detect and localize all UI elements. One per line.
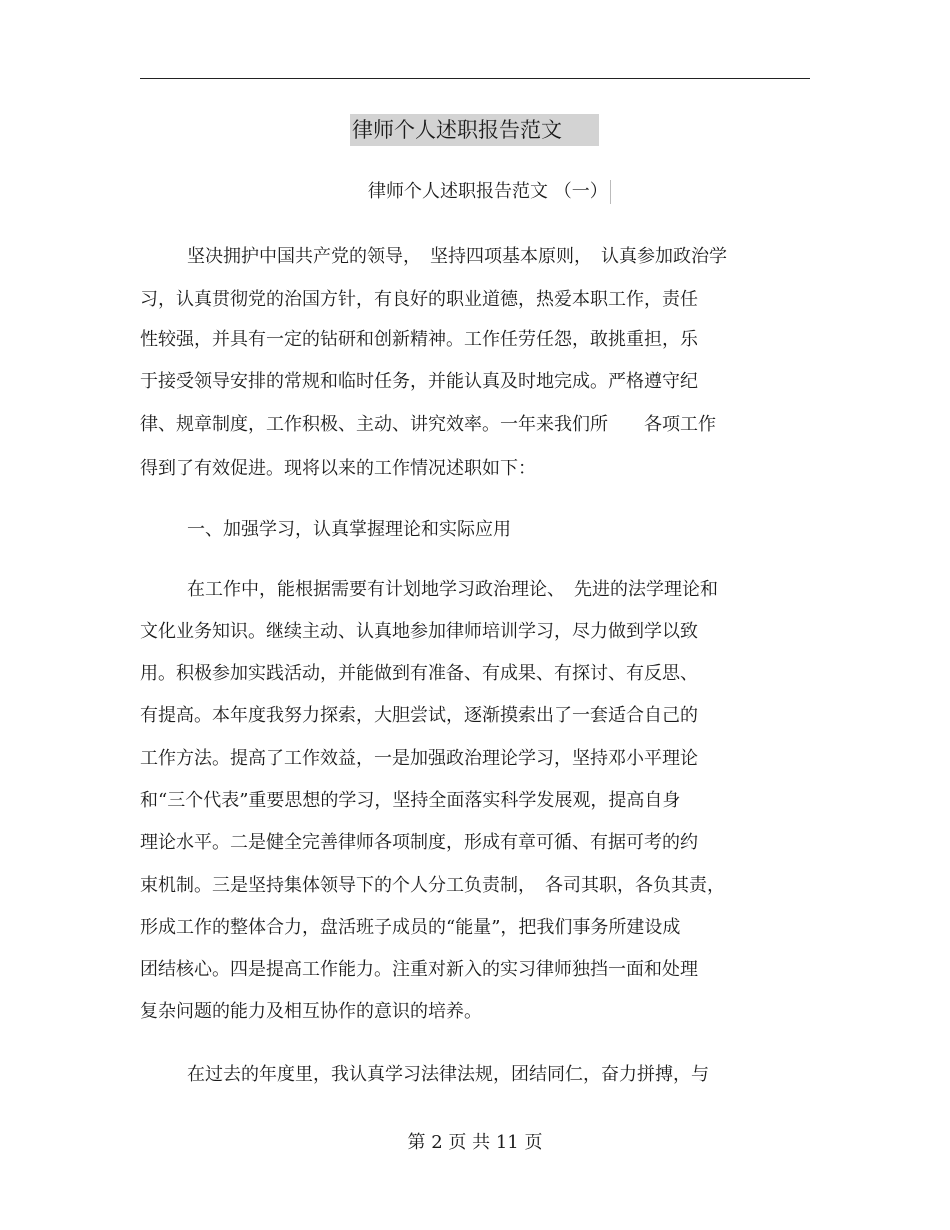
body-line: 工作方法。提高了工作效益，一是加强政治理论学习，坚持邓小平理论 [140, 748, 698, 769]
body-line: 有提高。本年度我努力探索，大胆尝试，逐渐摸索出了一套适合自己的 [140, 705, 698, 726]
body-line: 文化业务知识。继续主动、认真地参加律师培训学习，尽力做到学以致 [140, 621, 698, 642]
section-subtitle-text: 律师个人述职报告范文 （一） [368, 181, 608, 202]
section-subtitle [368, 177, 611, 207]
section-heading: 一、加强学习，认真掌握理论和实际应用 [187, 519, 511, 540]
body-line: 和“三个代表”重要思想的学习，坚持全面落实科学发展观，提高自身 [140, 790, 681, 811]
body-line: 复杂问题的能力及相互协作的意识的培养。 [140, 1001, 482, 1022]
text-cursor [610, 180, 611, 204]
document-title: 律师个人述职报告范文 [350, 114, 599, 146]
body-line: 坚决拥护中国共产党的领导， 坚持四项基本原则， 认真参加政治学 [187, 246, 727, 267]
body-line: 律、规章制度，工作积极、主动、讲究效率。一年来我们所 各项工作 [140, 414, 716, 435]
body-line: 形成工作的整体合力，盘活班子成员的“能量”，把我们事务所建设成 [140, 917, 681, 938]
body-line: 在过去的年度里，我认真学习法律法规，团结同仁，奋力拼搏，与 [187, 1064, 709, 1085]
body-line: 得到了有效促进。现将以来的工作情况述职如下： [140, 458, 536, 479]
body-line: 团结核心。四是提高工作能力。注重对新入的实习律师独挡一面和处理 [140, 959, 698, 980]
body-line: 束机制。三是坚持集体领导下的个人分工负责制， 各司其职，各负其责， [140, 875, 725, 896]
body-line: 在工作中，能根据需要有计划地学习政治理论、 先进的法学理论和 [187, 579, 718, 600]
body-line: 习，认真贯彻党的治国方针，有良好的职业道德，热爱本职工作，责任 [140, 289, 698, 310]
page-number: 第 2 页 共 11 页 [407, 1132, 543, 1153]
body-line: 性较强，并具有一定的钻研和创新精神。工作任劳任怨，敢挑重担，乐 [140, 329, 698, 350]
header-rule [140, 78, 810, 79]
body-line: 理论水平。二是健全完善律师各项制度，形成有章可循、有据可考的约 [140, 832, 698, 853]
body-line: 于接受领导安排的常规和临时任务，并能认真及时地完成。严格遵守纪 [140, 371, 698, 392]
body-line: 用。积极参加实践活动，并能做到有准备、有成果、有探讨、有反思、 [140, 663, 698, 684]
